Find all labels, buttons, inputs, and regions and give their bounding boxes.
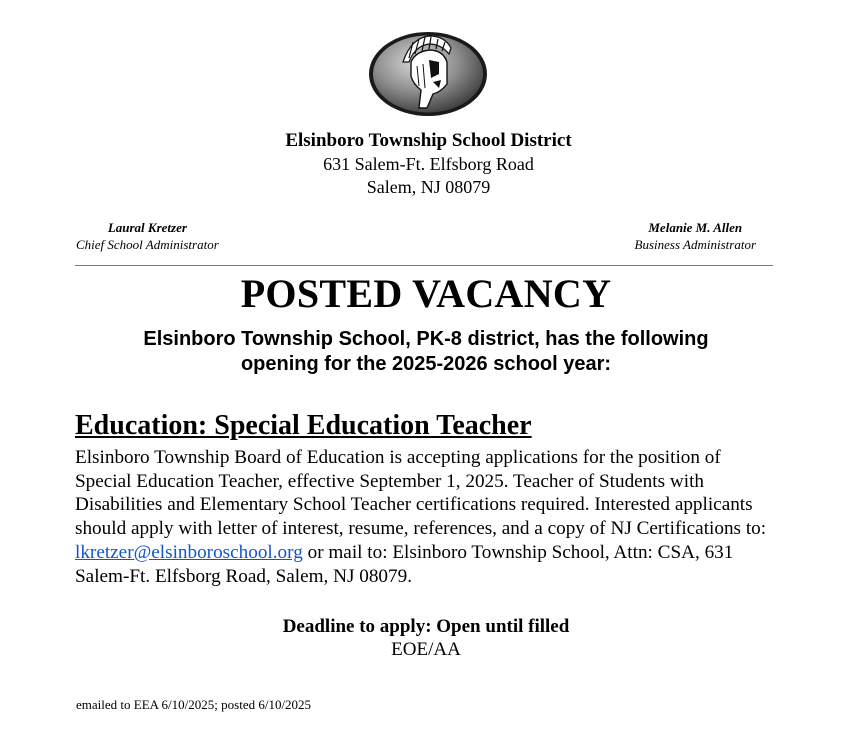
job-body-before-link: Elsinboro Township Board of Education is accepting applications for the position of Special Education Teacher, effective September 1, 2025. Teacher of Students with Disabilities and Elementary School Teacher certifications required. Interested applicants should apply with letter of interest, resume, references, and a copy of NJ Certifications to: (75, 447, 767, 540)
posted-vacancy-heading: POSTED VACANCY (240, 271, 612, 316)
admin-right-name: Melanie M. Allen (648, 220, 743, 235)
intro-line2: opening for the 2025-2026 school year: (240, 353, 612, 375)
footer-note: emailed to EEA 6/10/2025; posted 6/10/2025 (76, 697, 312, 712)
job-body-after-link: or mail to: Elsinboro Township School, Attn: CSA, 631 Salem-Ft. Elfsborg Road, Salem, NJ 08079. (75, 541, 734, 587)
intro-line1: Elsinboro Township School, PK-8 district, has the following (143, 328, 709, 350)
admin-left-title: Chief School Administrator (76, 237, 219, 252)
header-divider (75, 265, 773, 266)
eoe-statement: EOE/AA (391, 639, 461, 660)
admin-right-title: Business Administrator (634, 237, 756, 252)
spartan-helmet-logo-icon (367, 28, 489, 118)
deadline-text: Deadline to apply: Open until filled (282, 616, 570, 637)
business-administrator (635, 219, 756, 253)
email-link[interactable]: lkretzer@elsinboroschool.org (75, 541, 303, 563)
district-address-line1: 631 Salem-Ft. Elfsborg Road (323, 154, 534, 174)
posting-intro (0, 327, 852, 377)
admin-left-name: Laural Kretzer (107, 220, 187, 235)
district-address-line2: Salem, NJ 08079 (366, 177, 491, 197)
job-description (75, 446, 775, 588)
district-name: Elsinboro Township School District (285, 130, 572, 151)
chief-school-administrator (76, 219, 219, 253)
job-title: Education: Special Education Teacher (75, 410, 532, 441)
